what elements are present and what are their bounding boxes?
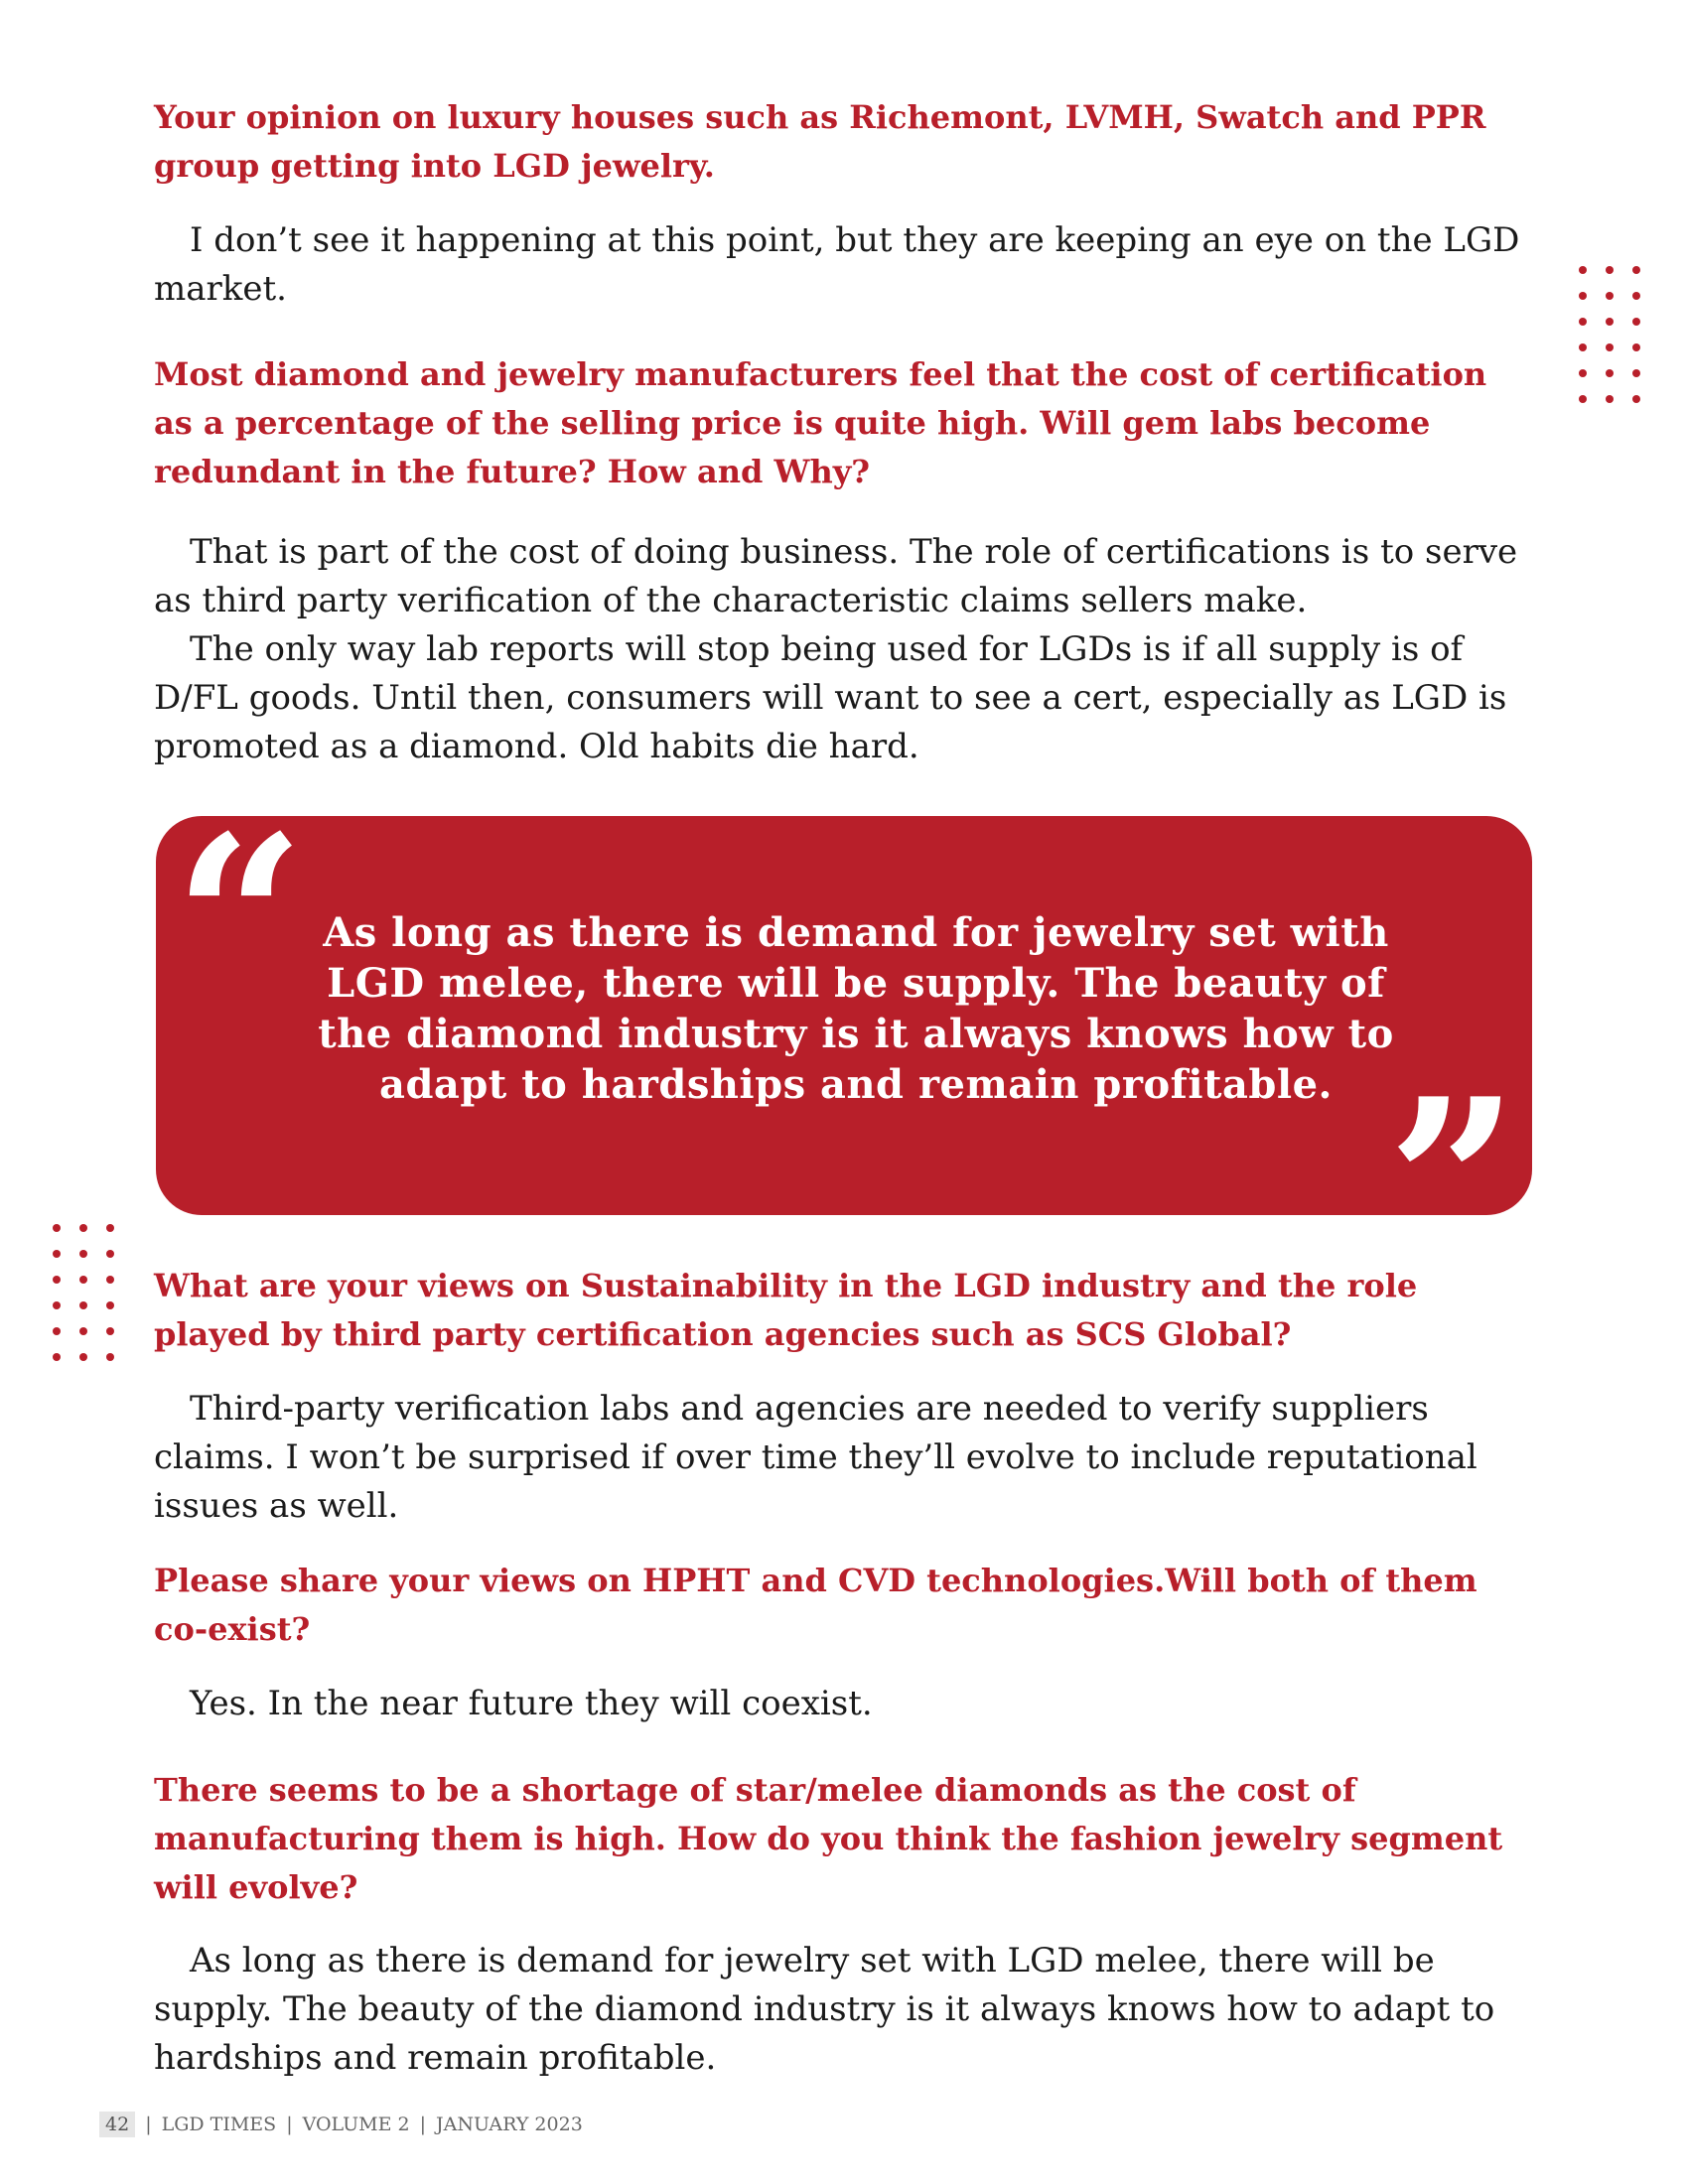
answer-paragraph: I don’t see it happening at this point, but they are keeping an eye on the LGD market.	[154, 220, 1520, 309]
page-footer	[99, 2112, 583, 2137]
issue-date: JANUARY 2023	[436, 2114, 583, 2135]
answer-paragraph: The only way lab reports will stop being used for LGDs is if all supply is of D/FL goods. Until then, consumers will want to see a cert, especially as LGD is promoted as a diamond. Old habits die hard.	[154, 629, 1507, 766]
footer-separator: |	[145, 2114, 152, 2135]
question-heading: Your opinion on luxury houses such as Richemont, LVMH, Swatch and PPR group getting into LGD jewelry.	[154, 98, 1486, 185]
answer-text	[154, 1937, 1524, 2083]
question-heading: Please share your views on HPHT and CVD technologies.Will both of them co-exist?	[154, 1562, 1477, 1648]
dot-pattern-right	[1579, 266, 1641, 403]
answer-paragraph: Third-party verification labs and agencies are needed to verify suppliers claims. I won’t be surprised if over time they’ll evolve to include reputational issues as well.	[154, 1389, 1477, 1526]
dot-pattern-left	[53, 1224, 115, 1361]
publication-name: LGD TIMES	[161, 2114, 277, 2135]
question-heading: There seems to be a shortage of star/melee diamonds as the cost of manufacturing them is high. How do you think the fashion jewelry segment will evolve?	[154, 1771, 1503, 1906]
answer-text	[154, 1385, 1524, 1531]
close-quote-mark: ”	[1387, 1049, 1519, 1317]
footer-separator: |	[286, 2114, 293, 2135]
answer-text	[154, 528, 1524, 771]
answer-text	[154, 1680, 1524, 1728]
answer-paragraph: As long as there is demand for jewelry set with LGD melee, there will be supply. The beauty of the diamond industry is it always knows how to adapt to hardships and remain profitable.	[154, 1941, 1495, 2078]
open-quote-mark: “	[174, 786, 306, 1054]
footer-separator: |	[419, 2114, 427, 2135]
answer-paragraph: Yes. In the near future they will coexist.	[190, 1684, 873, 1723]
volume-label: VOLUME 2	[302, 2114, 410, 2135]
question-heading: What are your views on Sustainability in the LGD industry and the role played by third party certification agencies such as SCS Global?	[154, 1267, 1418, 1353]
question-heading: Most diamond and jewelry manufacturers feel that the cost of certification as a percentage of the selling price is quite high. Will gem labs become redundant in the future? How and Why?	[154, 355, 1487, 490]
page-number: 42	[99, 2112, 135, 2137]
pull-quote-text: As long as there is demand for jewelry set with LGD melee, there will be supply. The beauty of the diamond industry is it always knows how to adapt to hardships and remain profitable.	[318, 909, 1394, 1108]
answer-text	[154, 216, 1524, 314]
answer-paragraph: That is part of the cost of doing business. The role of certifications is to serve as third party verification of the characteristic claims sellers make.	[154, 532, 1518, 620]
